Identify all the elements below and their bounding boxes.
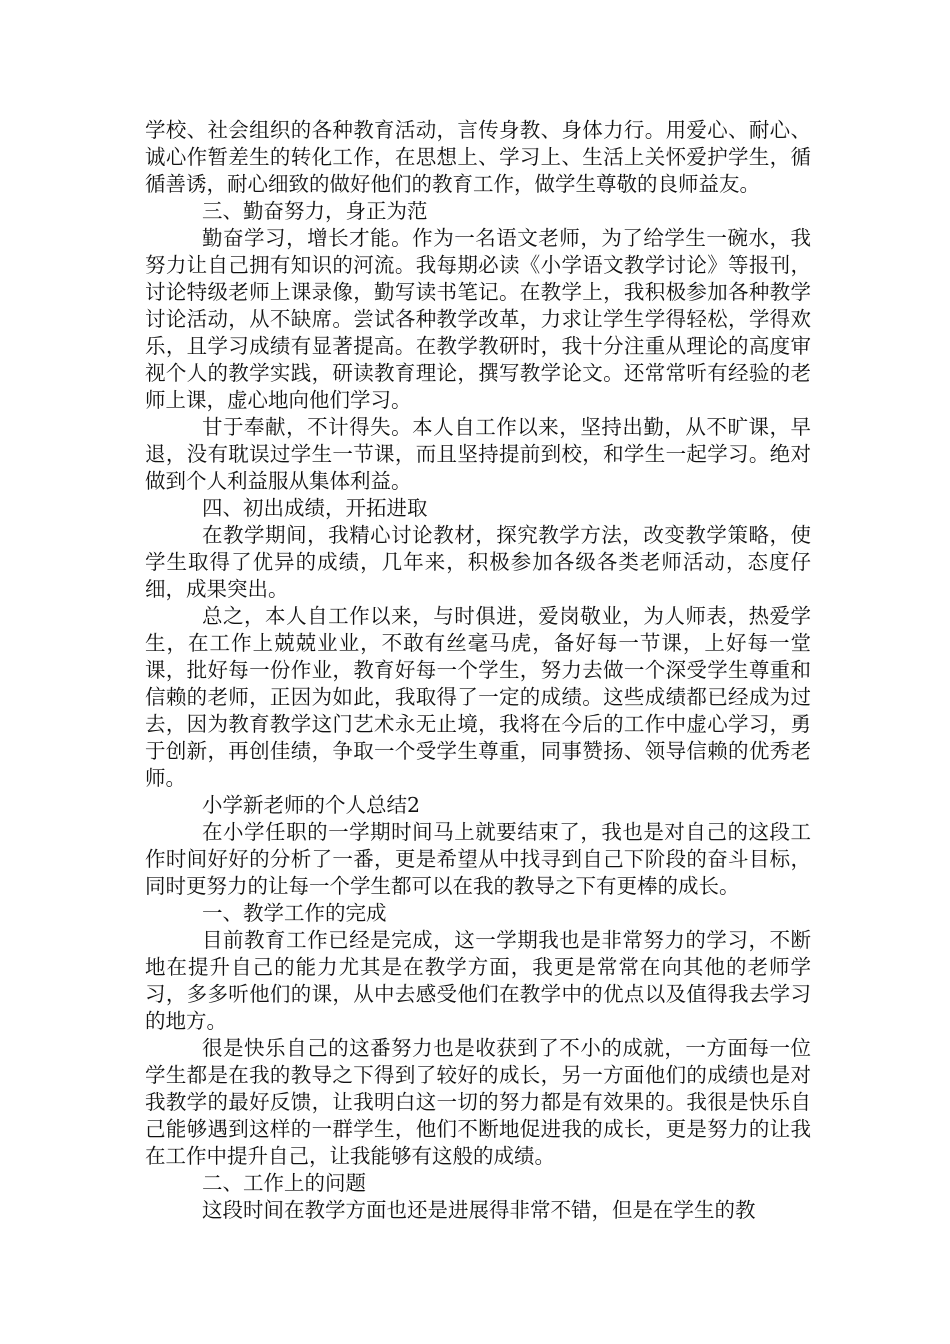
section-heading-4: 四、初出成绩，开拓进取 <box>202 496 428 520</box>
document-body <box>145 117 811 1224</box>
paragraph-continued: 学校、社会组织的各种教育活动，言传身教、身体力行。用爱心、耐心、诚心作暂差生的转化工作，在思想上、学习上、生活上关怀爱护学生，循循善诱，耐心细致的做好他们的教育工作，做学生尊敬的良师益友。 <box>145 118 811 196</box>
section-heading-3: 三、勤奋努力，身正为范 <box>202 199 428 223</box>
paragraph: 这段时间在教学方面也还是进展得非常不错，但是在学生的教 <box>202 1198 756 1222</box>
section-heading-2: 二、工作上的问题 <box>202 1171 366 1195</box>
paragraph: 很是快乐自己的这番努力也是收获到了不小的成就，一方面每一位学生都是在我的教导之下得到了较好的成长，另一方面他们的成绩也是对我教学的最好反馈，让我明白这一切的努力都是有效果的。我很是快乐自己能够遇到这样的一群学生，他们不断地促进我的成长，更是努力的让我在工作中提升自己，让我能够有这般的成绩。 <box>145 1036 811 1168</box>
paragraph: 在教学期间，我精心讨论教材，探究教学方法，改变教学策略，使学生取得了优异的成绩，几年来，积极参加各级各类老师活动，态度仔细，成果突出。 <box>145 523 811 601</box>
paragraph: 目前教育工作已经是完成，这一学期我也是非常努力的学习，不断地在提升自己的能力尤其是在教学方面，我更是常常在向其他的老师学习，多多听他们的课，从中去感受他们在教学中的优点以及值得我去学习的地方。 <box>145 928 811 1033</box>
paragraph: 总之，本人自工作以来，与时俱进，爱岗敬业，为人师表，热爱学生，在工作上兢兢业业，不敢有丝毫马虎，备好每一节课，上好每一堂课，批好每一份作业，教育好每一个学生，努力去做一个深受学生尊重和信赖的老师，正因为如此，我取得了一定的成绩。这些成绩都已经成为过去，因为教育教学这门艺术永无止境，我将在今后的工作中虚心学习，勇于创新，再创佳绩，争取一个受学生尊重，同事赞扬、领导信赖的优秀老师。 <box>145 604 811 790</box>
paragraph: 在小学任职的一学期时间马上就要结束了，我也是对自己的这段工作时间好好的分析了一番，更是希望从中找寻到自己下阶段的奋斗目标，同时更努力的让每一个学生都可以在我的教导之下有更棒的成长。 <box>145 820 811 898</box>
section-heading-1: 一、教学工作的完成 <box>202 901 387 925</box>
document-title-2: 小学新老师的个人总结2 <box>202 793 421 817</box>
paragraph: 勤奋学习，增长才能。作为一名语文老师，为了给学生一碗水，我努力让自己拥有知识的河流。我每期必读《小学语文教学讨论》等报刊，讨论特级老师上课录像，勤写读书笔记。在教学上，我积极参加各种教学讨论活动，从不缺席。尝试各种教学改革，力求让学生学得轻松，学得欢乐，且学习成绩有显著提高。在教学教研时，我十分注重从理论的高度审视个人的教学实践，研读教育理论，撰写教学论文。还常常听有经验的老师上课，虚心地向他们学习。 <box>145 226 811 412</box>
paragraph: 甘于奉献，不计得失。本人自工作以来，坚持出勤，从不旷课，早退，没有耽误过学生一节课，而且坚持提前到校，和学生一起学习。绝对做到个人利益服从集体利益。 <box>145 415 811 493</box>
